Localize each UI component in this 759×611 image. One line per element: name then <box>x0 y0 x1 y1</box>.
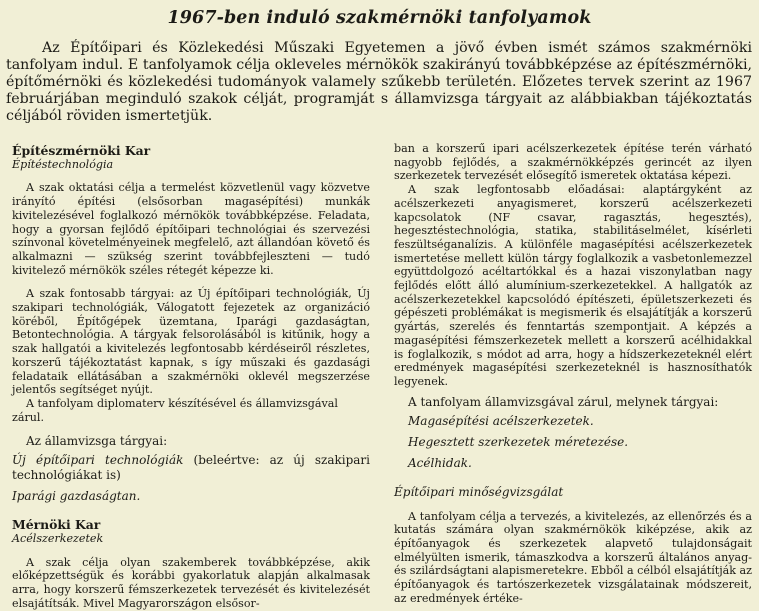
paragraph: A tanfolyam diplomaterv készítésével és államvizsgával zárul. <box>12 396 338 424</box>
faculty-heading-architecture: Építészmérnöki Kar <box>12 143 151 158</box>
paragraph: A szak legfontosabb előadásai: alaptárgyként az acélszerkezeti anyagismeret, korszerű acélszerkezeti kapcsolatok (NF csavar, ragasztás, hegesztés), hegesztéstechnológia, statika, stabilitáselmélet, kísérleti feszültséganalízis. A különféle magasépítési acélszerkezetek ismertetése mellett külön tárgy foglalkozik a vasbetonlemezzel együttdolgozó acéltartókkal és a hazai viszonylatban nagy fejlődés előtt álló alumínium-szerkezetekkel. A hallgatók az acélszerkezetekkel kapcsolódó építészeti, épületszerkezeti és gépészeti problémákat is megismerik és elsajátítják a korszerű gyártás, szerelés és fenntartás szempontjait. A képzés a magasépítési fémszerkezetek mellett a korszerű acélhidakkal is foglalkozik, s módot ad arra, hogy a hídszerkezeteknél elért eredmények magasépítési szerkezeteknél is hasznosíthatók legyenek. <box>394 183 752 388</box>
paragraph: A tanfolyam célja a tervezés, a kivitelezés, az ellenőrzés és a kutatás számára olyan szakmérnökök kiképzése, akik az építőanyagok és szerkezetek alapvető tulajdonságait elmélyülten ismerik, támaszkodva a korszerű általános anyag- és szilárdságtani alapismeretekre. Ebből a célból elsajátítják az építőanyagok és tartószerkezetek vizsgálatainak módszereit, az eredmények értéke- <box>394 509 752 605</box>
exam-subjects-intro: A tanfolyam államvizsgával zárul, melynek tárgyai: <box>408 394 719 409</box>
course-heading-quality-testing: Építőipari minőségvizsgálat <box>394 484 564 499</box>
exam-subject: Iparági gazdaságtan. <box>12 489 141 504</box>
exam-subject-title: Új építőipari technológiák <box>12 453 184 468</box>
paragraph: A szak oktatási célja a termelést közvetlenül vagy közvetve irányító építési (elsősorban magasépítési) munkák kivitelezésével foglalkozó mérnökök továbbképzése. Feladata, hogy a gyorsan fejlődő építőipari technológiai és szervezési színvonal követelményeinek megfelelő, azt állandóan követő és alkalmazni — szükség szerint továbbfejleszteni — tudó kivitelező mérnökök széles rétegét képezze ki. <box>12 181 370 277</box>
left-column <box>12 144 370 611</box>
exam-subjects-intro: Az államvizsga tárgyai: <box>26 434 168 449</box>
exam-subject: Hegesztett szerkezetek méretezése. <box>408 434 629 449</box>
paragraph: ban a korszerű ipari acélszerkezetek építése terén várható nagyobb fejlődés, a szakmérnökképzés gerincét az ilyen szerkezetek tervezését elősegítő ismeretek oktatása képezi. <box>394 142 752 183</box>
paragraph: A szak fontosabb tárgyai: az Új építőipari technológiák, Új szakipari technológiák, Válogatott fejezetek az organizáció köréből, Építőgépek üzemtana, Iparági gazdaságtan, Betontechnológia. A tárgyak felsorolásából is kitűnik, hogy a szak hallgatói a kivitelezés legfontosabb kérdéseiről részletes, korszerű tájékoztatást kapnak, s így műszaki és gazdasági feladataik ellátásában a szakmérnöki oklevél megszerzése jelentős segítséget nyújt. <box>12 287 370 397</box>
exam-subject <box>12 453 370 483</box>
exam-subject-note: (beleértve: az új szakipari technológiákat is) <box>12 453 371 483</box>
faculty-heading-engineering: Mérnöki Kar <box>12 517 101 533</box>
intro-paragraph: Az Építőipari és Közlekedési Műszaki Egyetemen a jövő évben ismét számos szakmérnöki tanfolyam indul. E tanfolyamok célja okleveles mérnökök szakirányú továbbképzése az építészmérnöki, építőmérnöki és közlekedési tudományok valamely szűkebb területén. Előzetes tervek szerint az 1967 februárjában meginduló szakok célját, programját s államvizsga tárgyait az alábbiakban tájékoztatás céljából röviden ismertetjük. <box>6 40 752 124</box>
page-title: 1967-ben induló szakmérnöki tanfolyamok <box>167 8 592 28</box>
paragraph: A szak célja olyan szakemberek továbbképzése, akik előképzettségük és korábbi gyakorlatuk alapján alkalmasak arra, hogy korszerű fémszerkezetek tervezését és kivitelezését elsajátítsák. Mivel Magyarországon elsősor- <box>12 555 370 610</box>
course-heading-steel-structures: Acélszerkezetek <box>12 532 104 546</box>
exam-subject: Acélhidak. <box>408 455 472 470</box>
right-column <box>394 142 752 606</box>
exam-subject: Magasépítési acélszerkezetek. <box>408 413 594 428</box>
course-heading-construction-technology: Építéstechnológia <box>12 157 114 171</box>
